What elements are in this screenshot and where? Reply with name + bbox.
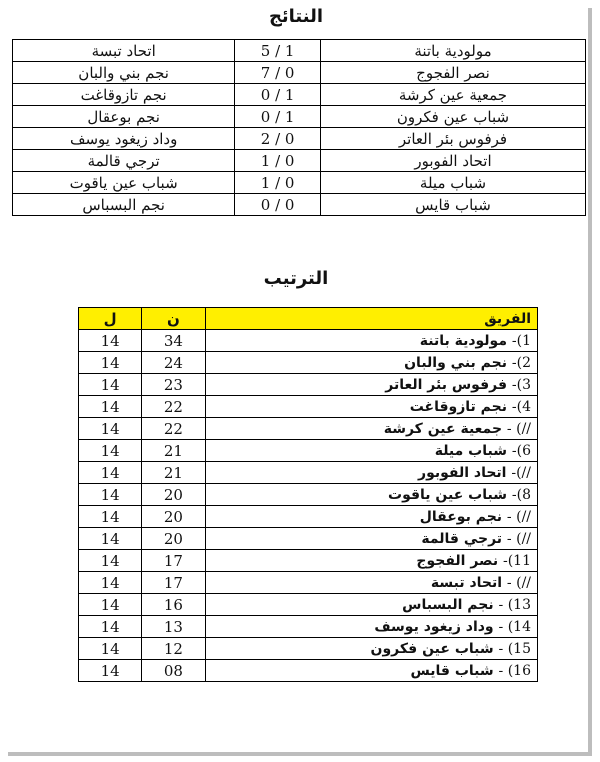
points-column-header: ن	[142, 308, 205, 330]
standings-row	[79, 528, 538, 550]
team-name: نجم بوعقال	[419, 508, 503, 525]
team-name: وداد زيغود يوسف	[374, 618, 494, 635]
played-cell: 14	[79, 616, 142, 638]
standings-team-cell	[205, 550, 537, 572]
points-cell: 12	[142, 638, 205, 660]
team-name: شباب قايس	[410, 662, 494, 679]
team-name: نجم البسباس	[402, 596, 494, 613]
team-name: نجم بني والبان	[404, 354, 507, 371]
standings-row	[79, 660, 538, 682]
played-cell: 14	[79, 528, 142, 550]
standings-team-cell	[205, 374, 537, 396]
standings-row	[79, 352, 538, 374]
match-score: 0 / 1	[235, 172, 321, 194]
rank-position: 8)-	[511, 486, 531, 503]
away-team: شباب عين ياقوت	[13, 172, 235, 194]
standings-title: الترتيب	[263, 268, 329, 289]
rank-position: 2)-	[511, 354, 531, 371]
team-name: شباب ميلة	[434, 442, 507, 459]
rank-position: //) -	[506, 420, 531, 437]
match-score: 0 / 1	[235, 150, 321, 172]
played-column-header: ل	[79, 308, 142, 330]
played-cell: 14	[79, 484, 142, 506]
points-cell: 22	[142, 396, 205, 418]
points-cell: 23	[142, 374, 205, 396]
team-name: نصر الفجوج	[416, 552, 499, 569]
rank-position: 16) -	[498, 662, 531, 679]
match-score: 0 / 2	[235, 128, 321, 150]
standings-row	[79, 616, 538, 638]
standings-row	[79, 462, 538, 484]
standings-team-cell	[205, 594, 537, 616]
match-row	[13, 106, 586, 128]
team-name: اتحاد تبسة	[430, 574, 503, 591]
home-team: شباب عين فكرون	[320, 106, 585, 128]
standings-table	[78, 307, 538, 682]
team-name: ترجي قالمة	[421, 530, 503, 547]
rank-position: 6)-	[511, 442, 531, 459]
away-team: ترجي قالمة	[13, 150, 235, 172]
rank-position: //) -	[506, 508, 531, 525]
standings-team-cell	[205, 638, 537, 660]
rank-position: 4)-	[511, 398, 531, 415]
team-name: فرفوس بئر العاتر	[385, 376, 507, 393]
standings-row	[79, 418, 538, 440]
match-row	[13, 172, 586, 194]
played-cell: 14	[79, 462, 142, 484]
away-team: نجم بني والبان	[13, 62, 235, 84]
points-cell: 20	[142, 506, 205, 528]
match-score: 1 / 0	[235, 106, 321, 128]
standings-team-cell	[205, 440, 537, 462]
standings-team-cell	[205, 506, 537, 528]
match-score: 1 / 5	[235, 40, 321, 62]
team-name: شباب عين ياقوت	[388, 486, 507, 503]
home-team: شباب قايس	[320, 194, 585, 216]
standings-team-cell	[205, 660, 537, 682]
played-cell: 14	[79, 550, 142, 572]
played-cell: 14	[79, 506, 142, 528]
home-team: نصر الفجوج	[320, 62, 585, 84]
away-team: نجم تازوقاغت	[13, 84, 235, 106]
rank-position: //) -	[506, 574, 531, 591]
played-cell: 14	[79, 418, 142, 440]
points-cell: 34	[142, 330, 205, 352]
standings-team-cell	[205, 330, 537, 352]
standings-team-cell	[205, 462, 537, 484]
away-team: اتحاد تبسة	[13, 40, 235, 62]
standings-team-cell	[205, 396, 537, 418]
away-team: وداد زيغود يوسف	[13, 128, 235, 150]
home-team: فرفوس بئر العاتر	[320, 128, 585, 150]
points-cell: 21	[142, 440, 205, 462]
away-team: نجم البسباس	[13, 194, 235, 216]
rank-position: 14) -	[498, 618, 531, 635]
match-score: 0 / 7	[235, 62, 321, 84]
standings-team-cell	[205, 484, 537, 506]
standings-row	[79, 572, 538, 594]
match-row	[13, 128, 586, 150]
played-cell: 14	[79, 352, 142, 374]
home-team: مولودية باتنة	[320, 40, 585, 62]
results-title: النتائج	[268, 6, 324, 27]
team-name: شباب عين فكرون	[370, 640, 494, 657]
played-cell: 14	[79, 396, 142, 418]
standings-row	[79, 594, 538, 616]
points-cell: 13	[142, 616, 205, 638]
standings-row	[79, 396, 538, 418]
home-team: شباب ميلة	[320, 172, 585, 194]
standings-team-cell	[205, 418, 537, 440]
standings-row	[79, 638, 538, 660]
results-sheet	[4, 4, 588, 752]
match-row	[13, 62, 586, 84]
standings-row	[79, 506, 538, 528]
played-cell: 14	[79, 440, 142, 462]
match-score: 0 / 0	[235, 194, 321, 216]
standings-team-cell	[205, 528, 537, 550]
team-name: جمعية عين كرشة	[383, 420, 503, 437]
played-cell: 14	[79, 330, 142, 352]
standings-header-row	[79, 308, 538, 330]
home-team: جمعية عين كرشة	[320, 84, 585, 106]
team-column-header: الفريق	[205, 308, 537, 330]
standings-team-cell	[205, 616, 537, 638]
points-cell: 20	[142, 484, 205, 506]
rank-position: //) -	[506, 530, 531, 547]
points-cell: 22	[142, 418, 205, 440]
rank-position: 1)-	[511, 332, 531, 349]
results-table	[12, 39, 586, 216]
match-row	[13, 84, 586, 106]
points-cell: 08	[142, 660, 205, 682]
team-name: مولودية باتنة	[419, 332, 507, 349]
played-cell: 14	[79, 660, 142, 682]
rank-position: 15) -	[498, 640, 531, 657]
points-cell: 17	[142, 550, 205, 572]
team-name: نجم تازوقاغت	[409, 398, 507, 415]
away-team: نجم بوعقال	[13, 106, 235, 128]
played-cell: 14	[79, 374, 142, 396]
rank-position: 11)-	[502, 552, 531, 569]
standings-team-cell	[205, 352, 537, 374]
match-row	[13, 194, 586, 216]
match-row	[13, 40, 586, 62]
played-cell: 14	[79, 572, 142, 594]
team-name: اتحاد الفوبور	[418, 464, 507, 481]
home-team: اتحاد الفوبور	[320, 150, 585, 172]
standings-row	[79, 440, 538, 462]
points-cell: 20	[142, 528, 205, 550]
standings-row	[79, 484, 538, 506]
played-cell: 14	[79, 594, 142, 616]
standings-team-cell	[205, 572, 537, 594]
rank-position: 13) -	[498, 596, 531, 613]
match-score: 1 / 0	[235, 84, 321, 106]
points-cell: 24	[142, 352, 205, 374]
standings-row	[79, 374, 538, 396]
played-cell: 14	[79, 638, 142, 660]
points-cell: 16	[142, 594, 205, 616]
rank-position: 3)-	[511, 376, 531, 393]
points-cell: 21	[142, 462, 205, 484]
rank-position: //)-	[511, 464, 531, 481]
standings-row	[79, 330, 538, 352]
points-cell: 17	[142, 572, 205, 594]
match-row	[13, 150, 586, 172]
standings-row	[79, 550, 538, 572]
